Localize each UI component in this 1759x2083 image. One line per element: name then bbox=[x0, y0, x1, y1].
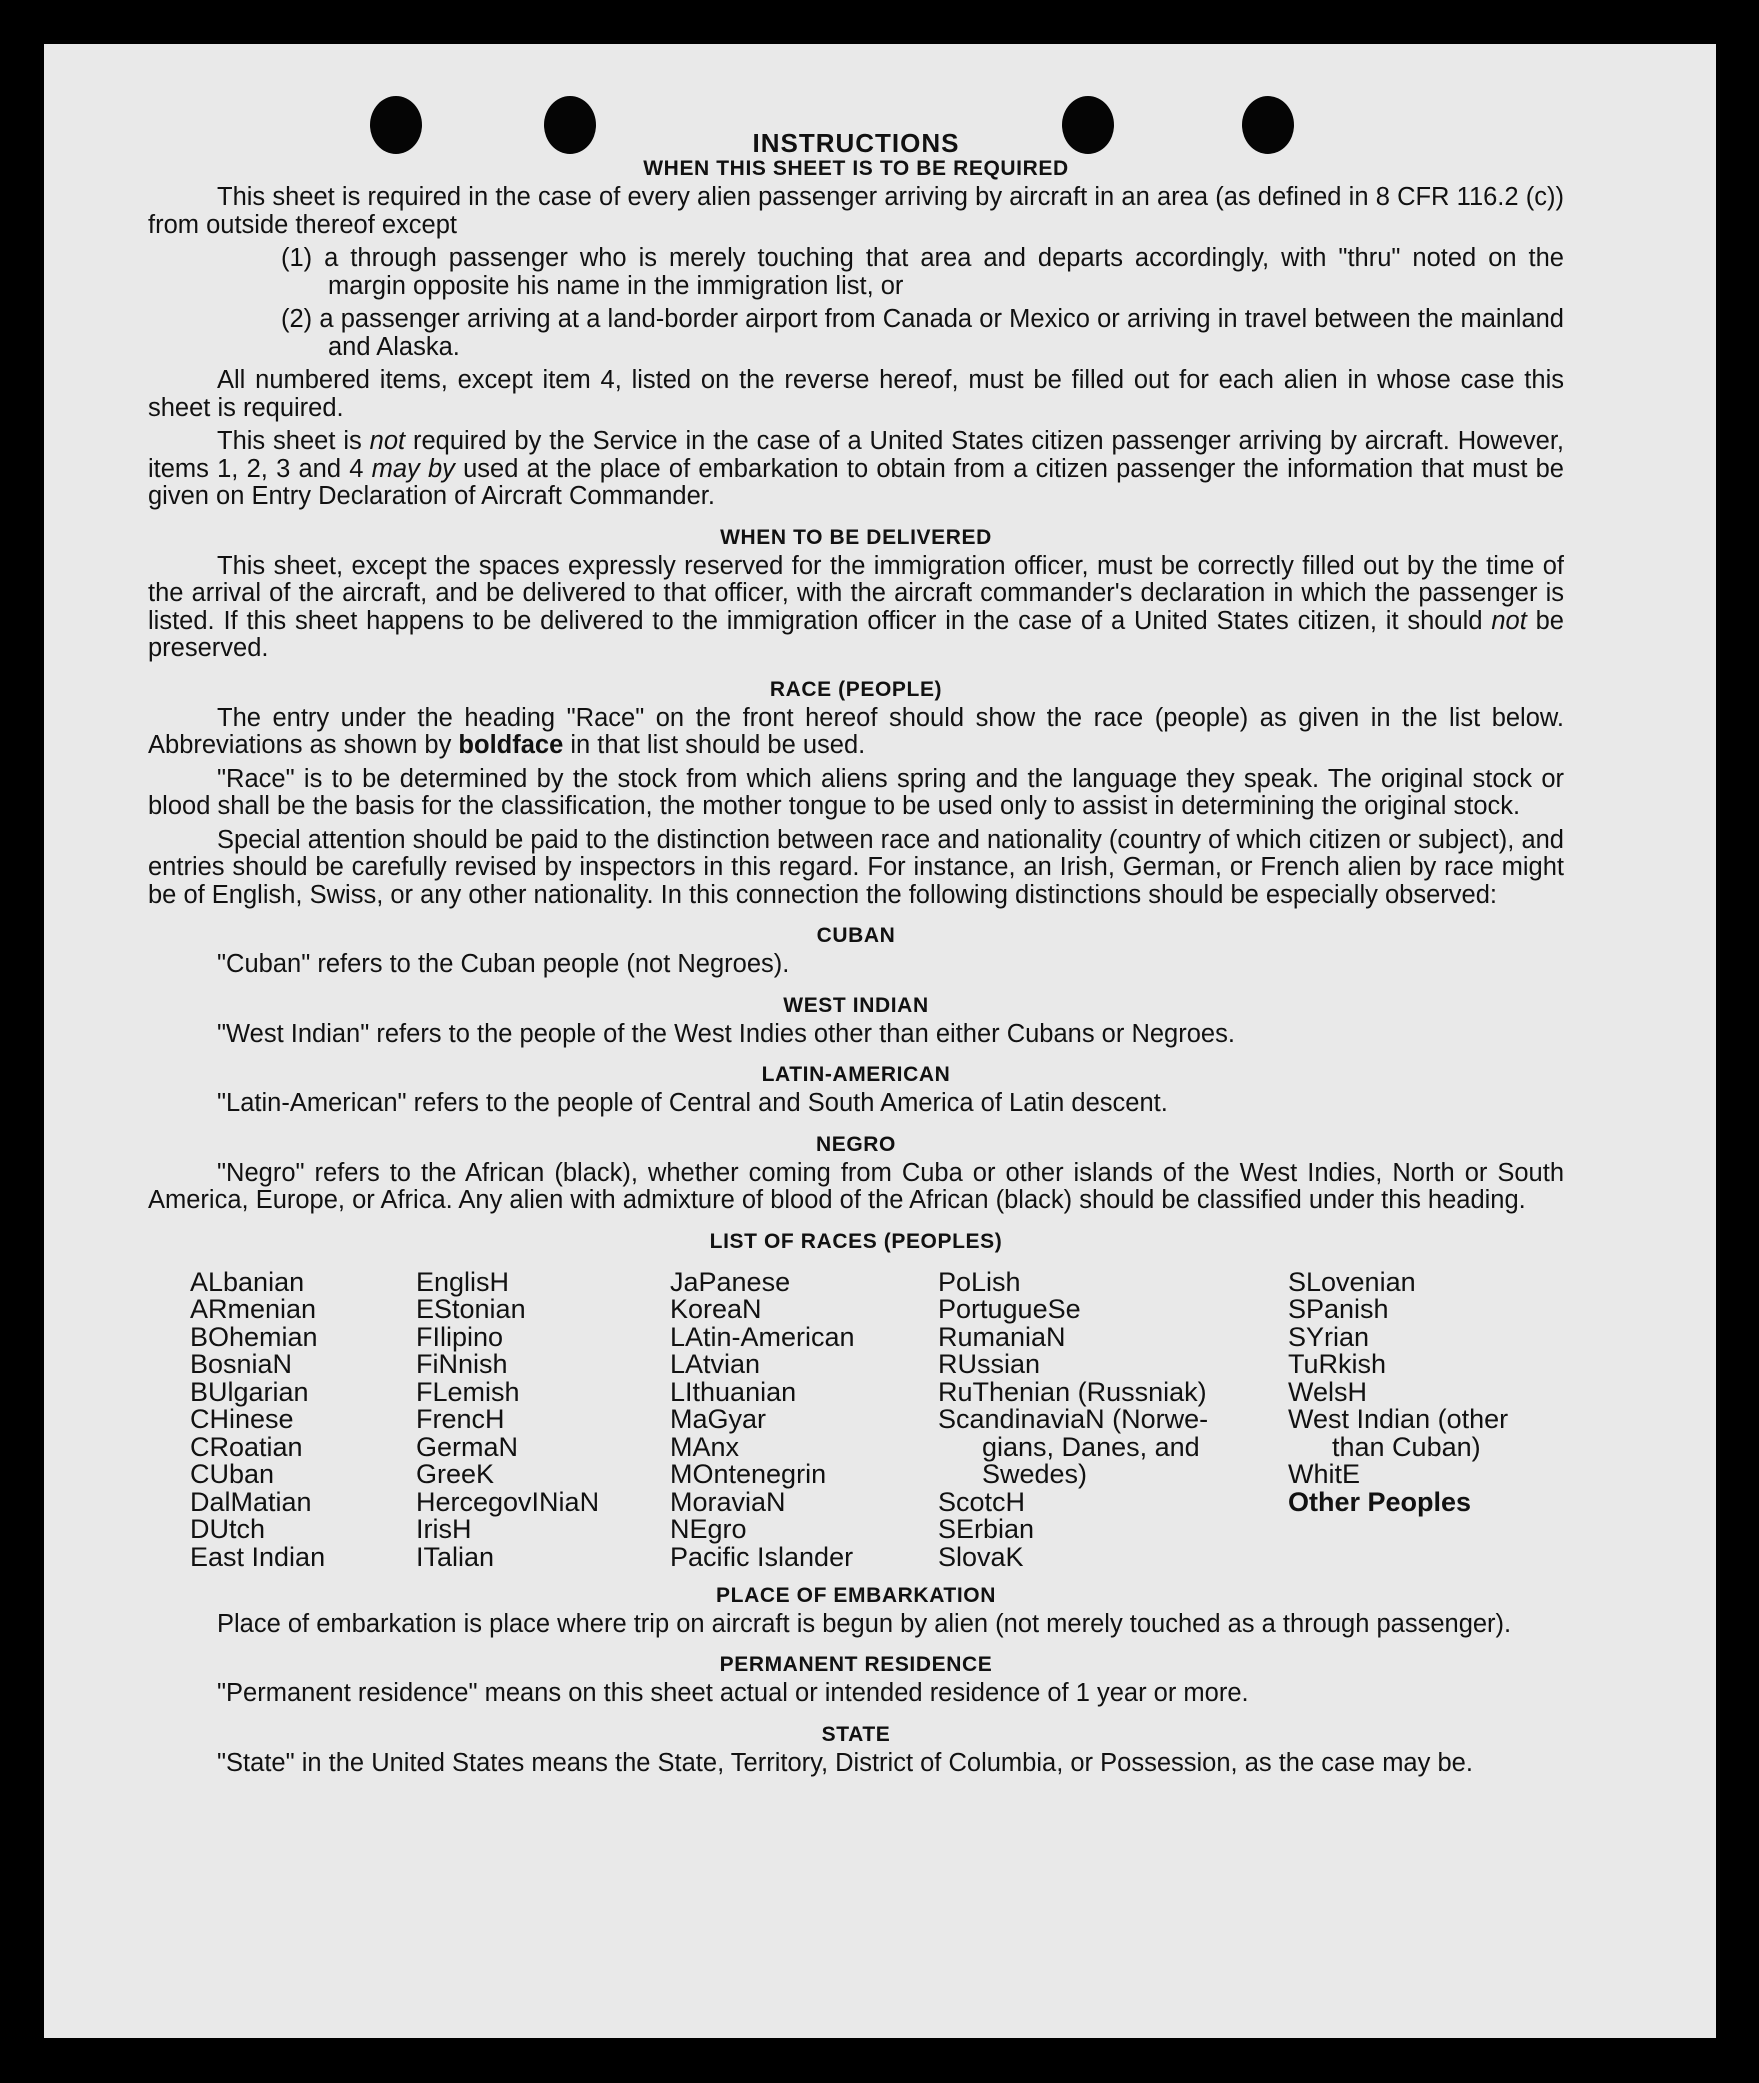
race-entry: JaPanese bbox=[670, 1266, 791, 1297]
race-entry: RUssian bbox=[938, 1349, 1041, 1379]
race-entry-continuation: gians, Danes, and bbox=[982, 1431, 1200, 1462]
race-entry: SYrian bbox=[1288, 1321, 1370, 1352]
race-entry: PoLish bbox=[938, 1266, 1021, 1297]
race-entry: BOhemian bbox=[190, 1321, 318, 1352]
race-entry: MoraviaN bbox=[670, 1486, 786, 1517]
race-entry: PortugueSe bbox=[938, 1294, 1081, 1324]
race-entry-continuation: than Cuban) bbox=[1332, 1431, 1481, 1462]
section-heading-latin-american: LATIN-AMERICAN bbox=[761, 1063, 951, 1086]
race-entry: SPanish bbox=[1288, 1294, 1389, 1324]
race-entry: GermaN bbox=[416, 1431, 519, 1462]
race-entry-continuation: Swedes) bbox=[982, 1459, 1088, 1489]
race-entry: TuRkish bbox=[1288, 1349, 1387, 1379]
race-entry: IrisH bbox=[416, 1514, 472, 1544]
section-heading-race: RACE (PEOPLE) bbox=[769, 677, 943, 701]
section-heading-negro: NEGRO bbox=[815, 1132, 896, 1156]
section-heading-required: WHEN THIS SHEET IS TO BE REQUIRED bbox=[643, 157, 1069, 180]
race-entry: DalMatian bbox=[190, 1486, 312, 1517]
race-entry: SLovenian bbox=[1288, 1266, 1416, 1297]
section-heading-west-indian: WEST INDIAN bbox=[783, 993, 929, 1017]
section-heading-delivered: WHEN TO BE DELIVERED bbox=[720, 525, 992, 549]
race-paragraph-2: "Race" is to be determined by the stock from which aliens spring and the language they speak. The original stock or blood shall be the basis for the classification, the mother tongue to be used only to assist in determining the original stock. bbox=[148, 764, 1564, 820]
race-entry: RumaniaN bbox=[938, 1321, 1066, 1352]
race-entry: West Indian (other bbox=[1288, 1404, 1509, 1434]
residence-text: "Permanent residence" means on this sheet actual or intended residence of 1 year or more. bbox=[217, 1679, 1249, 1707]
delivered-paragraph: This sheet, except the spaces expressly reserved for the immigration officer, must be correctly filled out by the time of the arrival of the aircraft, and be delivered to that officer, with the aircraft commander's declaration in which the passenger is listed. If this sheet happens to be delivered to the immigration officer in the case of a United States citizen, it should not be preserved. bbox=[148, 551, 1564, 662]
race-entry: NEgro bbox=[670, 1514, 747, 1544]
embarkation-text: Place of embarkation is place where trip on aircraft is begun by alien (not merely touched as a through passenger). bbox=[217, 1609, 1512, 1638]
race-entry: KoreaN bbox=[670, 1294, 762, 1324]
race-entry: DUtch bbox=[190, 1514, 266, 1544]
race-entry: East Indian bbox=[190, 1541, 326, 1572]
west-indian-text: "West Indian" refers to the people of the West Indies other than either Cubans or Negroes. bbox=[217, 1019, 1235, 1048]
race-entry: CUban bbox=[190, 1459, 275, 1489]
race-paragraph-1: The entry under the heading "Race" on the front hereof should show the race (people) as given in the list below. Abbreviations as shown by boldface in that list should be used. bbox=[148, 703, 1564, 759]
race-entry: HercegovINiaN bbox=[416, 1486, 600, 1517]
races-column-1 bbox=[190, 1266, 326, 1572]
exception-item-1: (1) a through passenger who is merely touching that area and departs accordingly, with "thru" noted on the margin opposite his name in the immigration list, or bbox=[281, 244, 1564, 300]
intro-paragraph: This sheet is required in the case of every alien passenger arriving by aircraft in an area (as defined in 8 CFR 116.2 (c)) from outside thereof except bbox=[148, 183, 1564, 239]
race-entry: LAtvian bbox=[670, 1349, 761, 1379]
race-entry: FiNnish bbox=[416, 1349, 508, 1379]
race-entry: WhitE bbox=[1288, 1459, 1361, 1489]
exception-item-2: (2) a passenger arriving at a land-border airport from Canada or Mexico or arriving in travel between the mainland and Alaska. bbox=[281, 305, 1564, 361]
race-entry: ITalian bbox=[416, 1541, 495, 1572]
race-entry: WelsH bbox=[1288, 1376, 1368, 1407]
races-column-3 bbox=[670, 1266, 855, 1572]
race-entry: GreeK bbox=[416, 1459, 495, 1489]
race-entry: MAnx bbox=[670, 1431, 740, 1462]
races-column-2 bbox=[416, 1266, 600, 1572]
race-entry: BUlgarian bbox=[190, 1376, 309, 1407]
race-entry: CRoatian bbox=[190, 1431, 303, 1462]
section-heading-embarkation: PLACE OF EMBARKATION bbox=[716, 1583, 996, 1607]
cuban-text: "Cuban" refers to the Cuban people (not Negroes). bbox=[217, 950, 790, 978]
race-entry: ScotcH bbox=[938, 1486, 1026, 1517]
race-entry: EnglisH bbox=[416, 1266, 510, 1297]
race-entry: Pacific Islander bbox=[670, 1541, 854, 1572]
race-paragraph-3: Special attention should be paid to the distinction between race and nationality (country of which citizen or subject), and entries should be carefully revised by inspectors in this regard. For instance, an Irish, German, or French alien by race might be of English, Swiss, or any other nationality. In this connection the following distinctions should be especially observed: bbox=[148, 825, 1564, 909]
race-entry: MOntenegrin bbox=[670, 1459, 827, 1489]
race-entry: ALbanian bbox=[190, 1266, 305, 1297]
race-entry: FIlipino bbox=[416, 1321, 504, 1352]
race-entry: RuThenian (Russniak) bbox=[938, 1376, 1207, 1407]
race-entry: BosniaN bbox=[190, 1349, 293, 1379]
citizen-paragraph: This sheet is not required by the Service in the case of a United States citizen passenger arriving by aircraft. However, items 1, 2, 3 and 4 may by used at the place of embarkation to obtain from a citizen passenger the information that must be given on Entry Declaration of Aircraft Commander. bbox=[148, 427, 1564, 510]
race-entry: MaGyar bbox=[670, 1404, 767, 1434]
section-heading-residence: PERMANENT RESIDENCE bbox=[719, 1653, 993, 1676]
page-title: INSTRUCTIONS bbox=[752, 128, 960, 158]
instructions-content bbox=[148, 86, 1564, 1783]
races-column-5 bbox=[1288, 1266, 1509, 1517]
numbered-items-paragraph: All numbered items, except item 4, listed on the reverse hereof, must be filled out for each alien in whose case this sheet is required. bbox=[148, 366, 1564, 422]
state-text: "State" in the United States means the State, Territory, District of Columbia, or Possession, as the case may be. bbox=[217, 1748, 1473, 1777]
race-entry: FrencH bbox=[416, 1404, 505, 1434]
race-entry: LIthuanian bbox=[670, 1376, 797, 1407]
races-list bbox=[148, 1266, 1564, 1572]
race-entry-other: Other Peoples bbox=[1288, 1486, 1472, 1517]
negro-text: "Negro" refers to the African (black), whether coming from Cuba or other islands of the West Indies, North or South America, Europe, or Africa. Any alien with admixture of blood of the African (black) should be classified under this heading. bbox=[148, 1158, 1564, 1214]
race-entry: LAtin-American bbox=[670, 1321, 855, 1352]
race-entry: EStonian bbox=[416, 1294, 526, 1324]
races-column-4 bbox=[938, 1266, 1209, 1572]
race-entry: ScandinaviaN (Norwe- bbox=[938, 1404, 1209, 1434]
section-heading-cuban: CUBAN bbox=[816, 924, 896, 947]
race-entry: CHinese bbox=[190, 1404, 294, 1434]
race-entry: ARmenian bbox=[190, 1294, 317, 1324]
section-heading-races-list: LIST OF RACES (PEOPLES) bbox=[709, 1229, 1003, 1253]
race-entry: SErbian bbox=[938, 1514, 1035, 1544]
latin-american-text: "Latin-American" refers to the people of Central and South America of Latin descent. bbox=[217, 1089, 1168, 1117]
section-heading-state: STATE bbox=[821, 1722, 891, 1746]
race-entry: FLemish bbox=[416, 1376, 520, 1407]
race-entry: SlovaK bbox=[938, 1541, 1024, 1572]
